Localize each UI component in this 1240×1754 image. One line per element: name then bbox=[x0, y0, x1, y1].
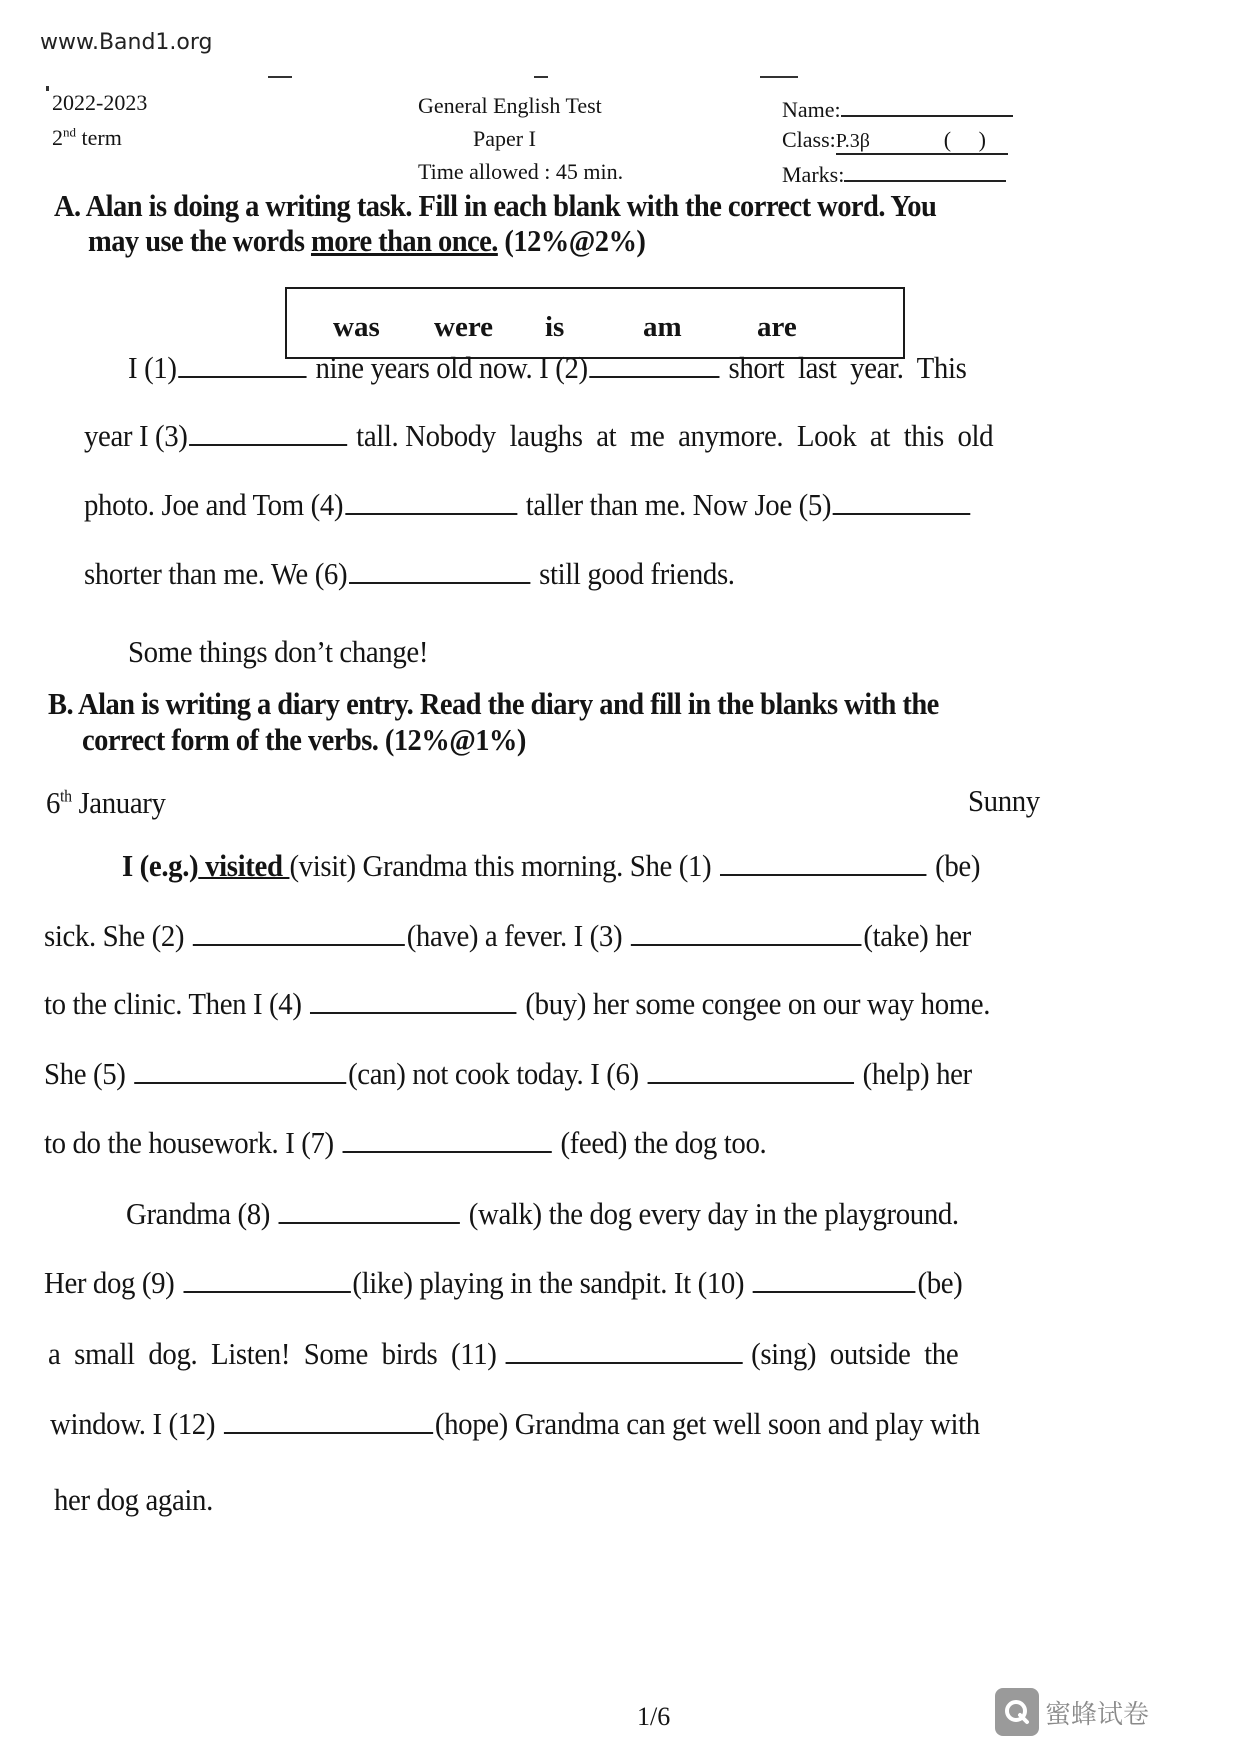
answer-blank-a1[interactable] bbox=[178, 352, 306, 378]
answer-blank-b4[interactable] bbox=[310, 988, 516, 1014]
section-b-heading-line2: correct form of the verbs. (12%@1%) bbox=[82, 722, 526, 757]
passage-a-line bbox=[128, 350, 966, 386]
time-allowed: Time allowed : 45 min. bbox=[418, 159, 624, 184]
answer-blank-a6[interactable] bbox=[349, 558, 530, 584]
term bbox=[52, 125, 122, 151]
diary-text: Her dog (9) bbox=[44, 1265, 175, 1300]
diary-text: a small dog. Listen! Some birds (11) bbox=[48, 1336, 497, 1371]
watermark bbox=[995, 1688, 1149, 1736]
passage-a-line bbox=[84, 487, 972, 523]
diary-text: sick. She (2) bbox=[44, 918, 185, 953]
diary-line bbox=[44, 918, 971, 954]
scan-speck bbox=[760, 76, 798, 78]
answer-blank-b7[interactable] bbox=[342, 1127, 551, 1153]
diary-text: (like) playing in the sandpit. It (10) bbox=[352, 1265, 745, 1300]
passage-text: taller than me. Now Joe (5) bbox=[518, 487, 832, 522]
watermark-text: 蜜蜂试卷 bbox=[1045, 1699, 1150, 1730]
word-bank-item: is bbox=[545, 311, 565, 343]
section-a-heading-line1: A. Alan is doing a writing task. Fill in each blank with the correct word. You bbox=[54, 188, 937, 223]
word-bank-item: was bbox=[333, 311, 380, 343]
class-label: Class: bbox=[782, 127, 836, 152]
diary-text: (be) bbox=[935, 848, 981, 883]
diary-line bbox=[126, 1196, 959, 1232]
diary-text: (hope) Grandma can get well soon and play with bbox=[434, 1406, 980, 1441]
passage-a-closing: Some things don’t change! bbox=[128, 634, 429, 669]
class-number-paren: ( ) bbox=[943, 127, 986, 152]
passage-text: short last year. This bbox=[721, 350, 967, 385]
answer-blank-a3[interactable] bbox=[189, 420, 347, 446]
diary-line bbox=[122, 848, 980, 884]
scan-speck bbox=[46, 86, 49, 91]
heading-emphasis: more than once. bbox=[310, 223, 498, 258]
diary-weather: Sunny bbox=[968, 783, 1040, 818]
diary-text: (visit) Grandma this morning. She (1) bbox=[289, 848, 712, 883]
diary-text: (help) her bbox=[862, 1056, 972, 1091]
page-number: 1/6 bbox=[637, 1702, 671, 1731]
class-blank[interactable] bbox=[836, 127, 1008, 155]
school-year: 2022-2023 bbox=[52, 90, 148, 115]
diary-date bbox=[46, 785, 166, 821]
watermark-logo-icon bbox=[995, 1688, 1039, 1736]
name-label: Name: bbox=[782, 97, 841, 122]
scan-speck bbox=[268, 76, 292, 78]
test-title: General English Test bbox=[418, 93, 602, 118]
term-number: 2 bbox=[52, 125, 63, 150]
passage-text: year I (3) bbox=[84, 418, 188, 453]
diary-line: her dog again. bbox=[54, 1482, 213, 1517]
word-bank-item: were bbox=[434, 311, 494, 343]
answer-blank-b12[interactable] bbox=[224, 1408, 433, 1434]
answer-blank-b2[interactable] bbox=[193, 920, 405, 946]
marks-label: Marks: bbox=[782, 162, 845, 187]
example-answer: visited bbox=[198, 848, 290, 883]
diary-text: (take) her bbox=[863, 918, 971, 953]
class-value: P.3β bbox=[835, 130, 870, 152]
diary-line bbox=[44, 1056, 972, 1092]
diary-line bbox=[50, 1406, 980, 1442]
answer-blank-b3[interactable] bbox=[631, 920, 862, 946]
date-day: 6 bbox=[46, 785, 61, 820]
marks-blank[interactable] bbox=[844, 160, 1006, 182]
diary-line bbox=[48, 1336, 958, 1372]
passage-a-line bbox=[84, 556, 735, 592]
diary-text: Grandma (8) bbox=[126, 1196, 271, 1231]
passage-text: photo. Joe and Tom (4) bbox=[84, 487, 344, 522]
scan-speck bbox=[534, 76, 548, 78]
term-word: term bbox=[81, 125, 122, 150]
section-b-heading-line1: B. Alan is writing a diary entry. Read the diary and fill in the blanks with the bbox=[48, 686, 939, 721]
heading-text: may use the words bbox=[88, 223, 311, 258]
diary-line bbox=[44, 1265, 962, 1301]
diary-text: to do the housework. I (7) bbox=[44, 1125, 334, 1160]
term-suffix: nd bbox=[63, 124, 76, 140]
diary-text: (buy) her some congee on our way home. bbox=[525, 986, 991, 1021]
passage-text: still good friends. bbox=[532, 556, 735, 591]
answer-blank-b10[interactable] bbox=[753, 1267, 916, 1293]
word-bank-item: are bbox=[757, 311, 797, 343]
class-field[interactable] bbox=[782, 127, 1008, 155]
heading-marks: (12%@2%) bbox=[497, 223, 646, 258]
answer-blank-b11[interactable] bbox=[505, 1338, 742, 1364]
site-url: www.Band1.org bbox=[40, 30, 213, 55]
marks-field[interactable] bbox=[782, 160, 1006, 188]
diary-text: (sing) outside the bbox=[751, 1336, 959, 1371]
answer-blank-b1[interactable] bbox=[720, 850, 926, 876]
word-bank-item: am bbox=[643, 311, 682, 343]
date-month: January bbox=[78, 785, 166, 820]
passage-text: I (1) bbox=[128, 350, 177, 385]
name-blank[interactable] bbox=[841, 95, 1013, 117]
answer-blank-b6[interactable] bbox=[647, 1058, 853, 1084]
answer-blank-b5[interactable] bbox=[134, 1058, 346, 1084]
name-field[interactable] bbox=[782, 95, 1013, 123]
diary-text: (have) a fever. I (3) bbox=[406, 918, 623, 953]
diary-text: (feed) the dog too. bbox=[560, 1125, 767, 1160]
diary-line bbox=[44, 986, 990, 1022]
answer-blank-a5[interactable] bbox=[833, 489, 971, 515]
diary-text: to the clinic. Then I (4) bbox=[44, 986, 302, 1021]
diary-text: (be) bbox=[917, 1265, 963, 1300]
answer-blank-a2[interactable] bbox=[590, 352, 720, 378]
section-a-heading-line2 bbox=[88, 223, 645, 259]
diary-text: (can) not cook today. I (6) bbox=[348, 1056, 639, 1091]
word-bank-box bbox=[285, 287, 905, 359]
answer-blank-b8[interactable] bbox=[279, 1198, 460, 1224]
passage-text: shorter than me. We (6) bbox=[84, 556, 348, 591]
diary-line bbox=[44, 1125, 766, 1161]
diary-text: She (5) bbox=[44, 1056, 126, 1091]
paper-label: Paper I bbox=[473, 126, 536, 151]
passage-text: nine years old now. I (2) bbox=[308, 350, 588, 385]
example-label: I (e.g.) bbox=[122, 848, 199, 883]
diary-text: (walk) the dog every day in the playground. bbox=[468, 1196, 959, 1231]
passage-a-line bbox=[84, 418, 993, 454]
answer-blank-b9[interactable] bbox=[183, 1267, 350, 1293]
answer-blank-a4[interactable] bbox=[345, 489, 517, 515]
date-suffix: th bbox=[60, 786, 72, 806]
diary-text: window. I (12) bbox=[50, 1406, 216, 1441]
passage-text: tall. Nobody laughs at me anymore. Look at this old bbox=[349, 418, 994, 453]
